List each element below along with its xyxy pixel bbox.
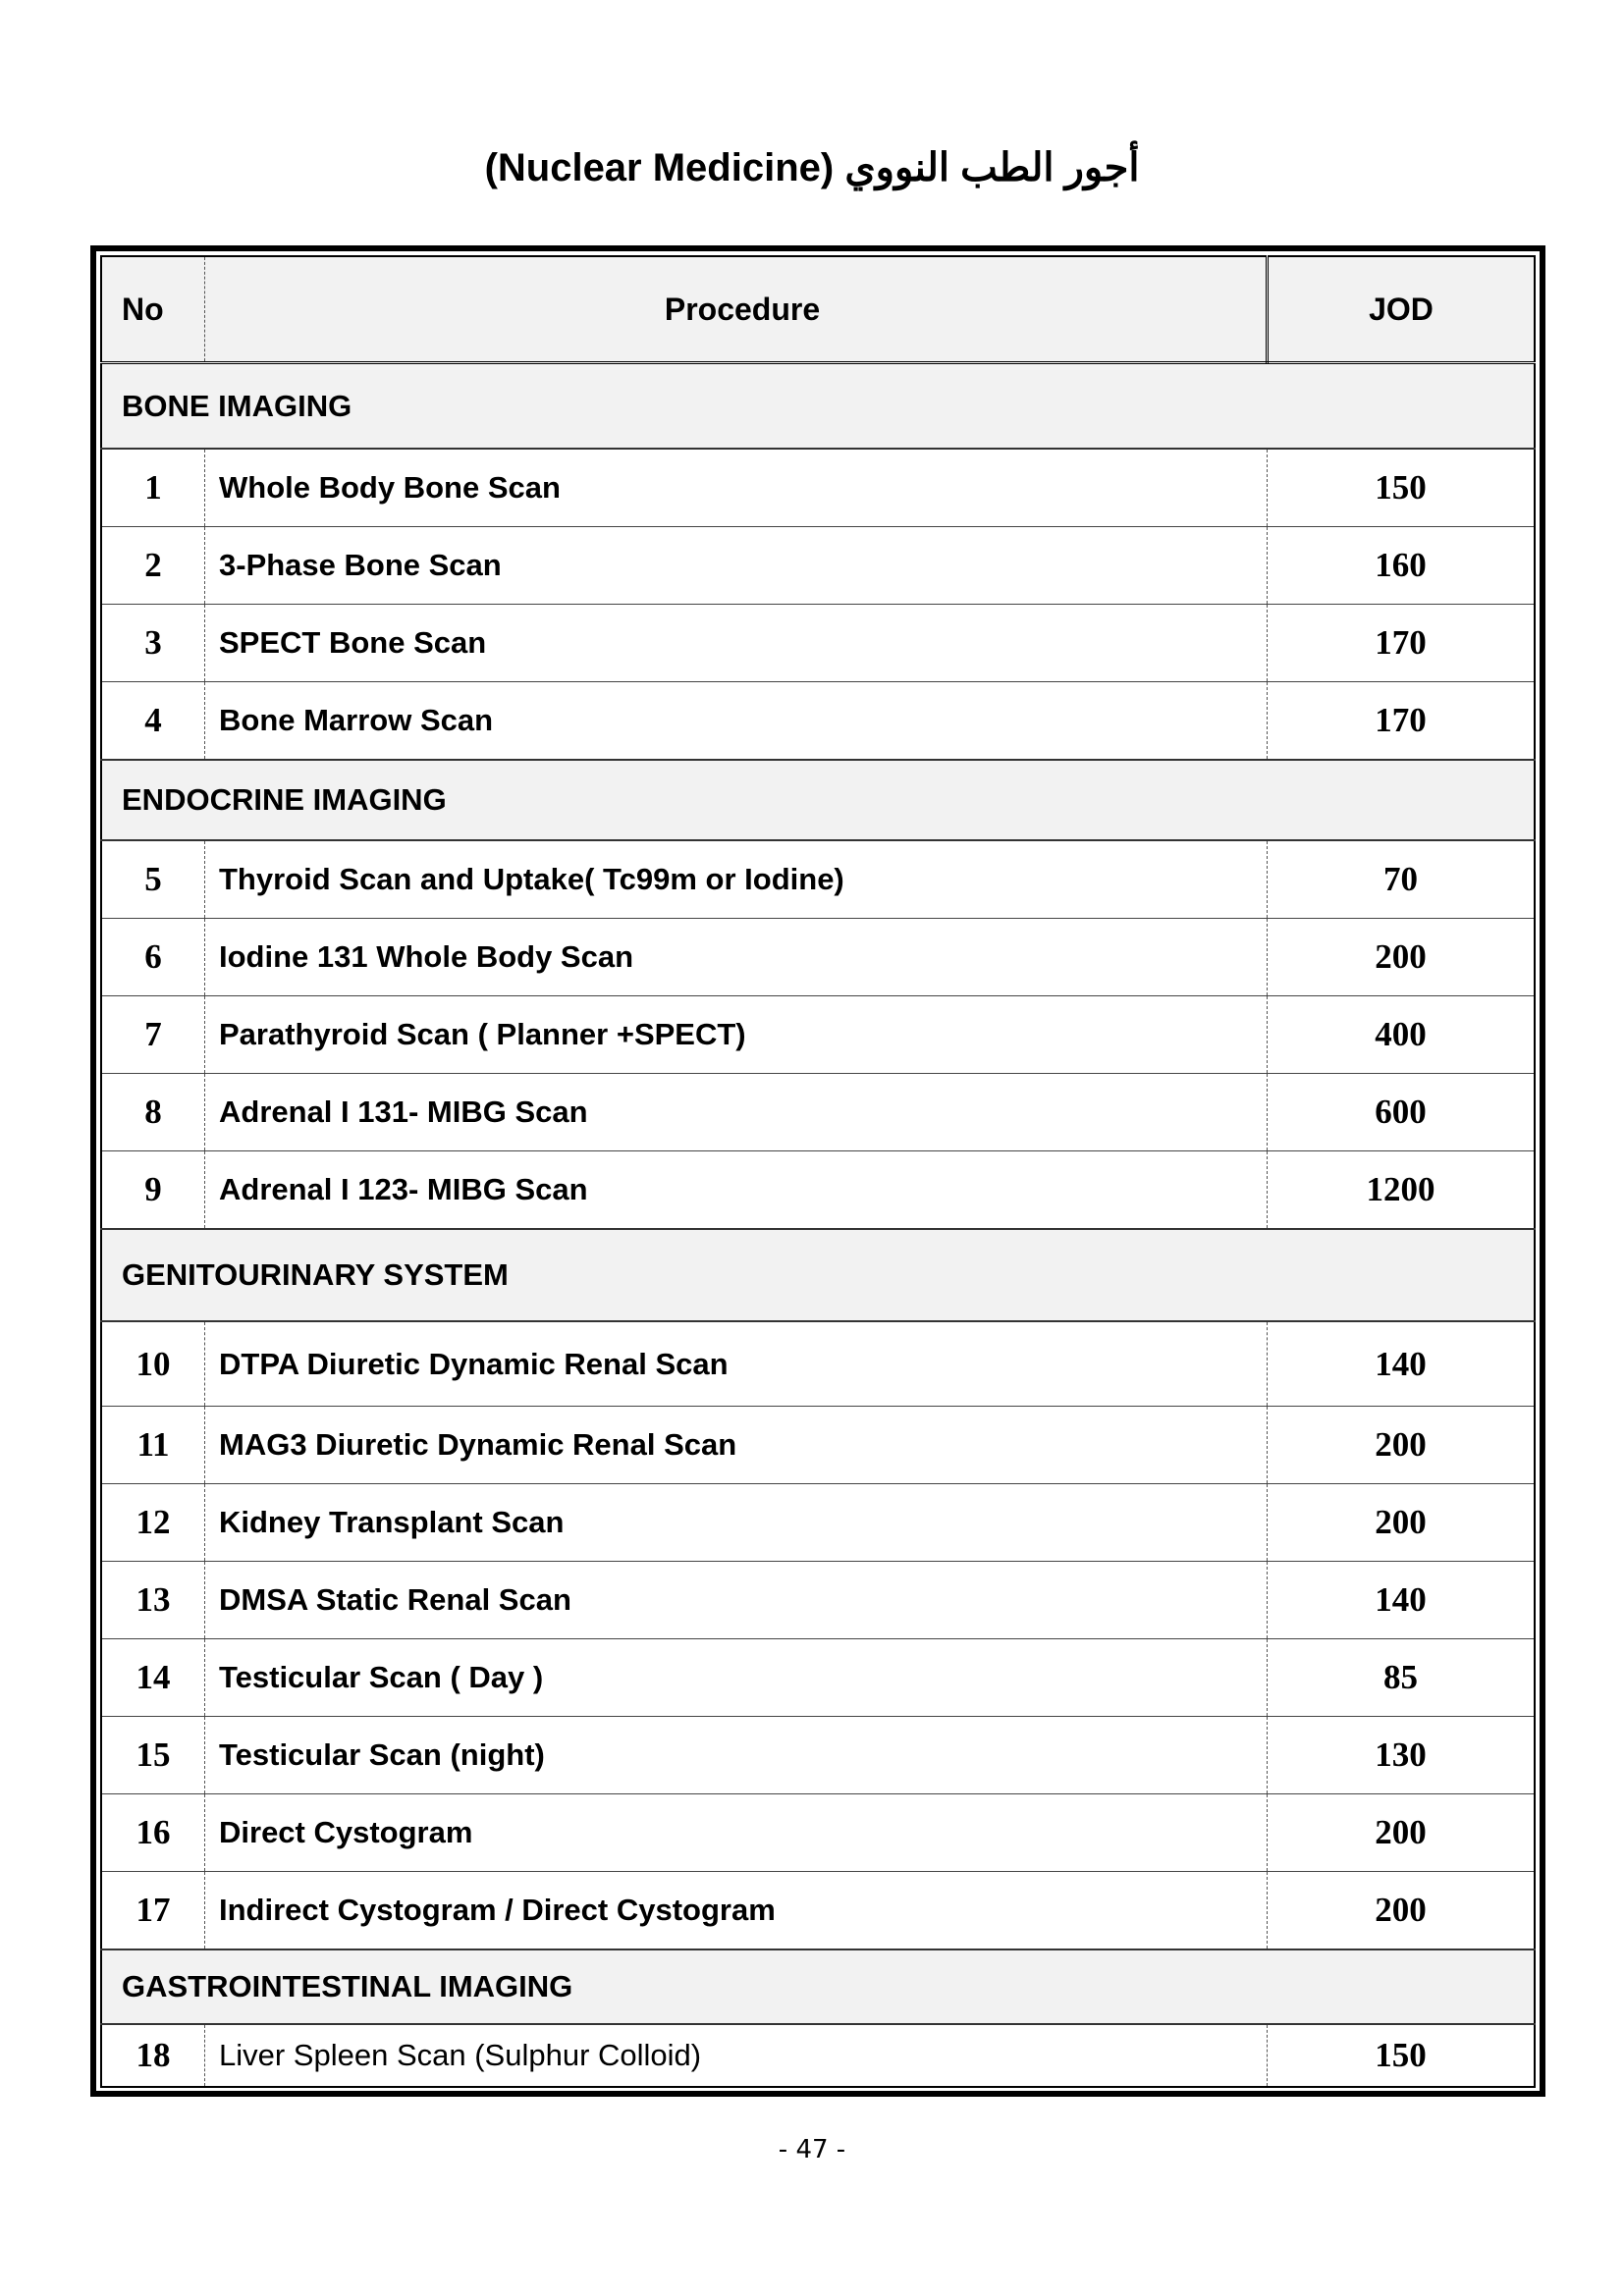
row-procedure: Testicular Scan ( Day ) [205,1639,1268,1717]
table-row [101,1407,1535,1484]
row-price: 160 [1268,527,1536,605]
row-procedure: Indirect Cystogram / Direct Cystogram [205,1872,1268,1950]
row-number: 2 [101,527,205,605]
table-row [101,605,1535,682]
row-number: 17 [101,1872,205,1950]
row-procedure: Thyroid Scan and Uptake( Tc99m or Iodine) [205,840,1268,919]
row-procedure: DMSA Static Renal Scan [205,1562,1268,1639]
row-procedure: SPECT Bone Scan [205,605,1268,682]
table-row [101,1639,1535,1717]
row-price: 140 [1268,1321,1536,1407]
table-row [101,682,1535,761]
row-price: 1200 [1268,1151,1536,1230]
fees-table-frame [90,245,1545,2097]
row-number: 11 [101,1407,205,1484]
table-row [101,1872,1535,1950]
row-number: 18 [101,2024,205,2087]
row-price: 200 [1268,919,1536,996]
row-number: 1 [101,449,205,527]
row-procedure: Adrenal I 123- MIBG Scan [205,1151,1268,1230]
row-procedure: MAG3 Diuretic Dynamic Renal Scan [205,1407,1268,1484]
row-number: 3 [101,605,205,682]
table-row [101,1151,1535,1230]
page-number: - 47 - [778,2135,846,2164]
row-price: 170 [1268,682,1536,761]
row-price: 200 [1268,1872,1536,1950]
page-title: (Nuclear Medicine) أجور الطب النووي [484,146,1140,189]
row-procedure: Iodine 131 Whole Body Scan [205,919,1268,996]
row-procedure: Kidney Transplant Scan [205,1484,1268,1562]
section-title: BONE IMAGING [101,363,1535,450]
row-number: 10 [101,1321,205,1407]
header-jod: JOD [1268,256,1536,363]
row-procedure: Direct Cystogram [205,1794,1268,1872]
table-row [101,1717,1535,1794]
row-price: 170 [1268,605,1536,682]
row-procedure: Bone Marrow Scan [205,682,1268,761]
row-price: 85 [1268,1639,1536,1717]
row-price: 200 [1268,1794,1536,1872]
table-row [101,840,1535,919]
row-number: 13 [101,1562,205,1639]
table-row [101,996,1535,1074]
row-procedure: Adrenal I 131- MIBG Scan [205,1074,1268,1151]
table-row [101,2024,1535,2087]
row-procedure: Parathyroid Scan ( Planner +SPECT) [205,996,1268,1074]
row-number: 7 [101,996,205,1074]
row-procedure: DTPA Diuretic Dynamic Renal Scan [205,1321,1268,1407]
row-price: 400 [1268,996,1536,1074]
row-number: 9 [101,1151,205,1230]
row-number: 8 [101,1074,205,1151]
row-procedure: Whole Body Bone Scan [205,449,1268,527]
row-price: 70 [1268,840,1536,919]
fees-table [100,255,1536,2088]
row-number: 14 [101,1639,205,1717]
table-row [101,1484,1535,1562]
row-price: 130 [1268,1717,1536,1794]
section-header-row [101,760,1535,840]
section-header-row [101,363,1535,450]
table-row [101,1321,1535,1407]
table-row [101,1074,1535,1151]
section-title: GASTROINTESTINAL IMAGING [101,1949,1535,2024]
row-procedure: 3-Phase Bone Scan [205,527,1268,605]
row-price: 140 [1268,1562,1536,1639]
row-price: 600 [1268,1074,1536,1151]
table-row [101,1794,1535,1872]
row-number: 5 [101,840,205,919]
row-number: 15 [101,1717,205,1794]
section-title: GENITOURINARY SYSTEM [101,1229,1535,1321]
row-procedure: Liver Spleen Scan (Sulphur Colloid) [205,2024,1268,2087]
row-price: 150 [1268,2024,1536,2087]
row-price: 200 [1268,1407,1536,1484]
row-number: 12 [101,1484,205,1562]
section-title: ENDOCRINE IMAGING [101,760,1535,840]
table-row [101,449,1535,527]
table-row [101,919,1535,996]
row-price: 200 [1268,1484,1536,1562]
header-procedure: Procedure [205,256,1268,363]
section-header-row [101,1229,1535,1321]
row-number: 4 [101,682,205,761]
row-price: 150 [1268,449,1536,527]
table-header-row [101,256,1535,363]
row-number: 6 [101,919,205,996]
header-no: No [101,256,205,363]
table-row [101,527,1535,605]
table-row [101,1562,1535,1639]
row-procedure: Testicular Scan (night) [205,1717,1268,1794]
row-number: 16 [101,1794,205,1872]
section-header-row [101,1949,1535,2024]
